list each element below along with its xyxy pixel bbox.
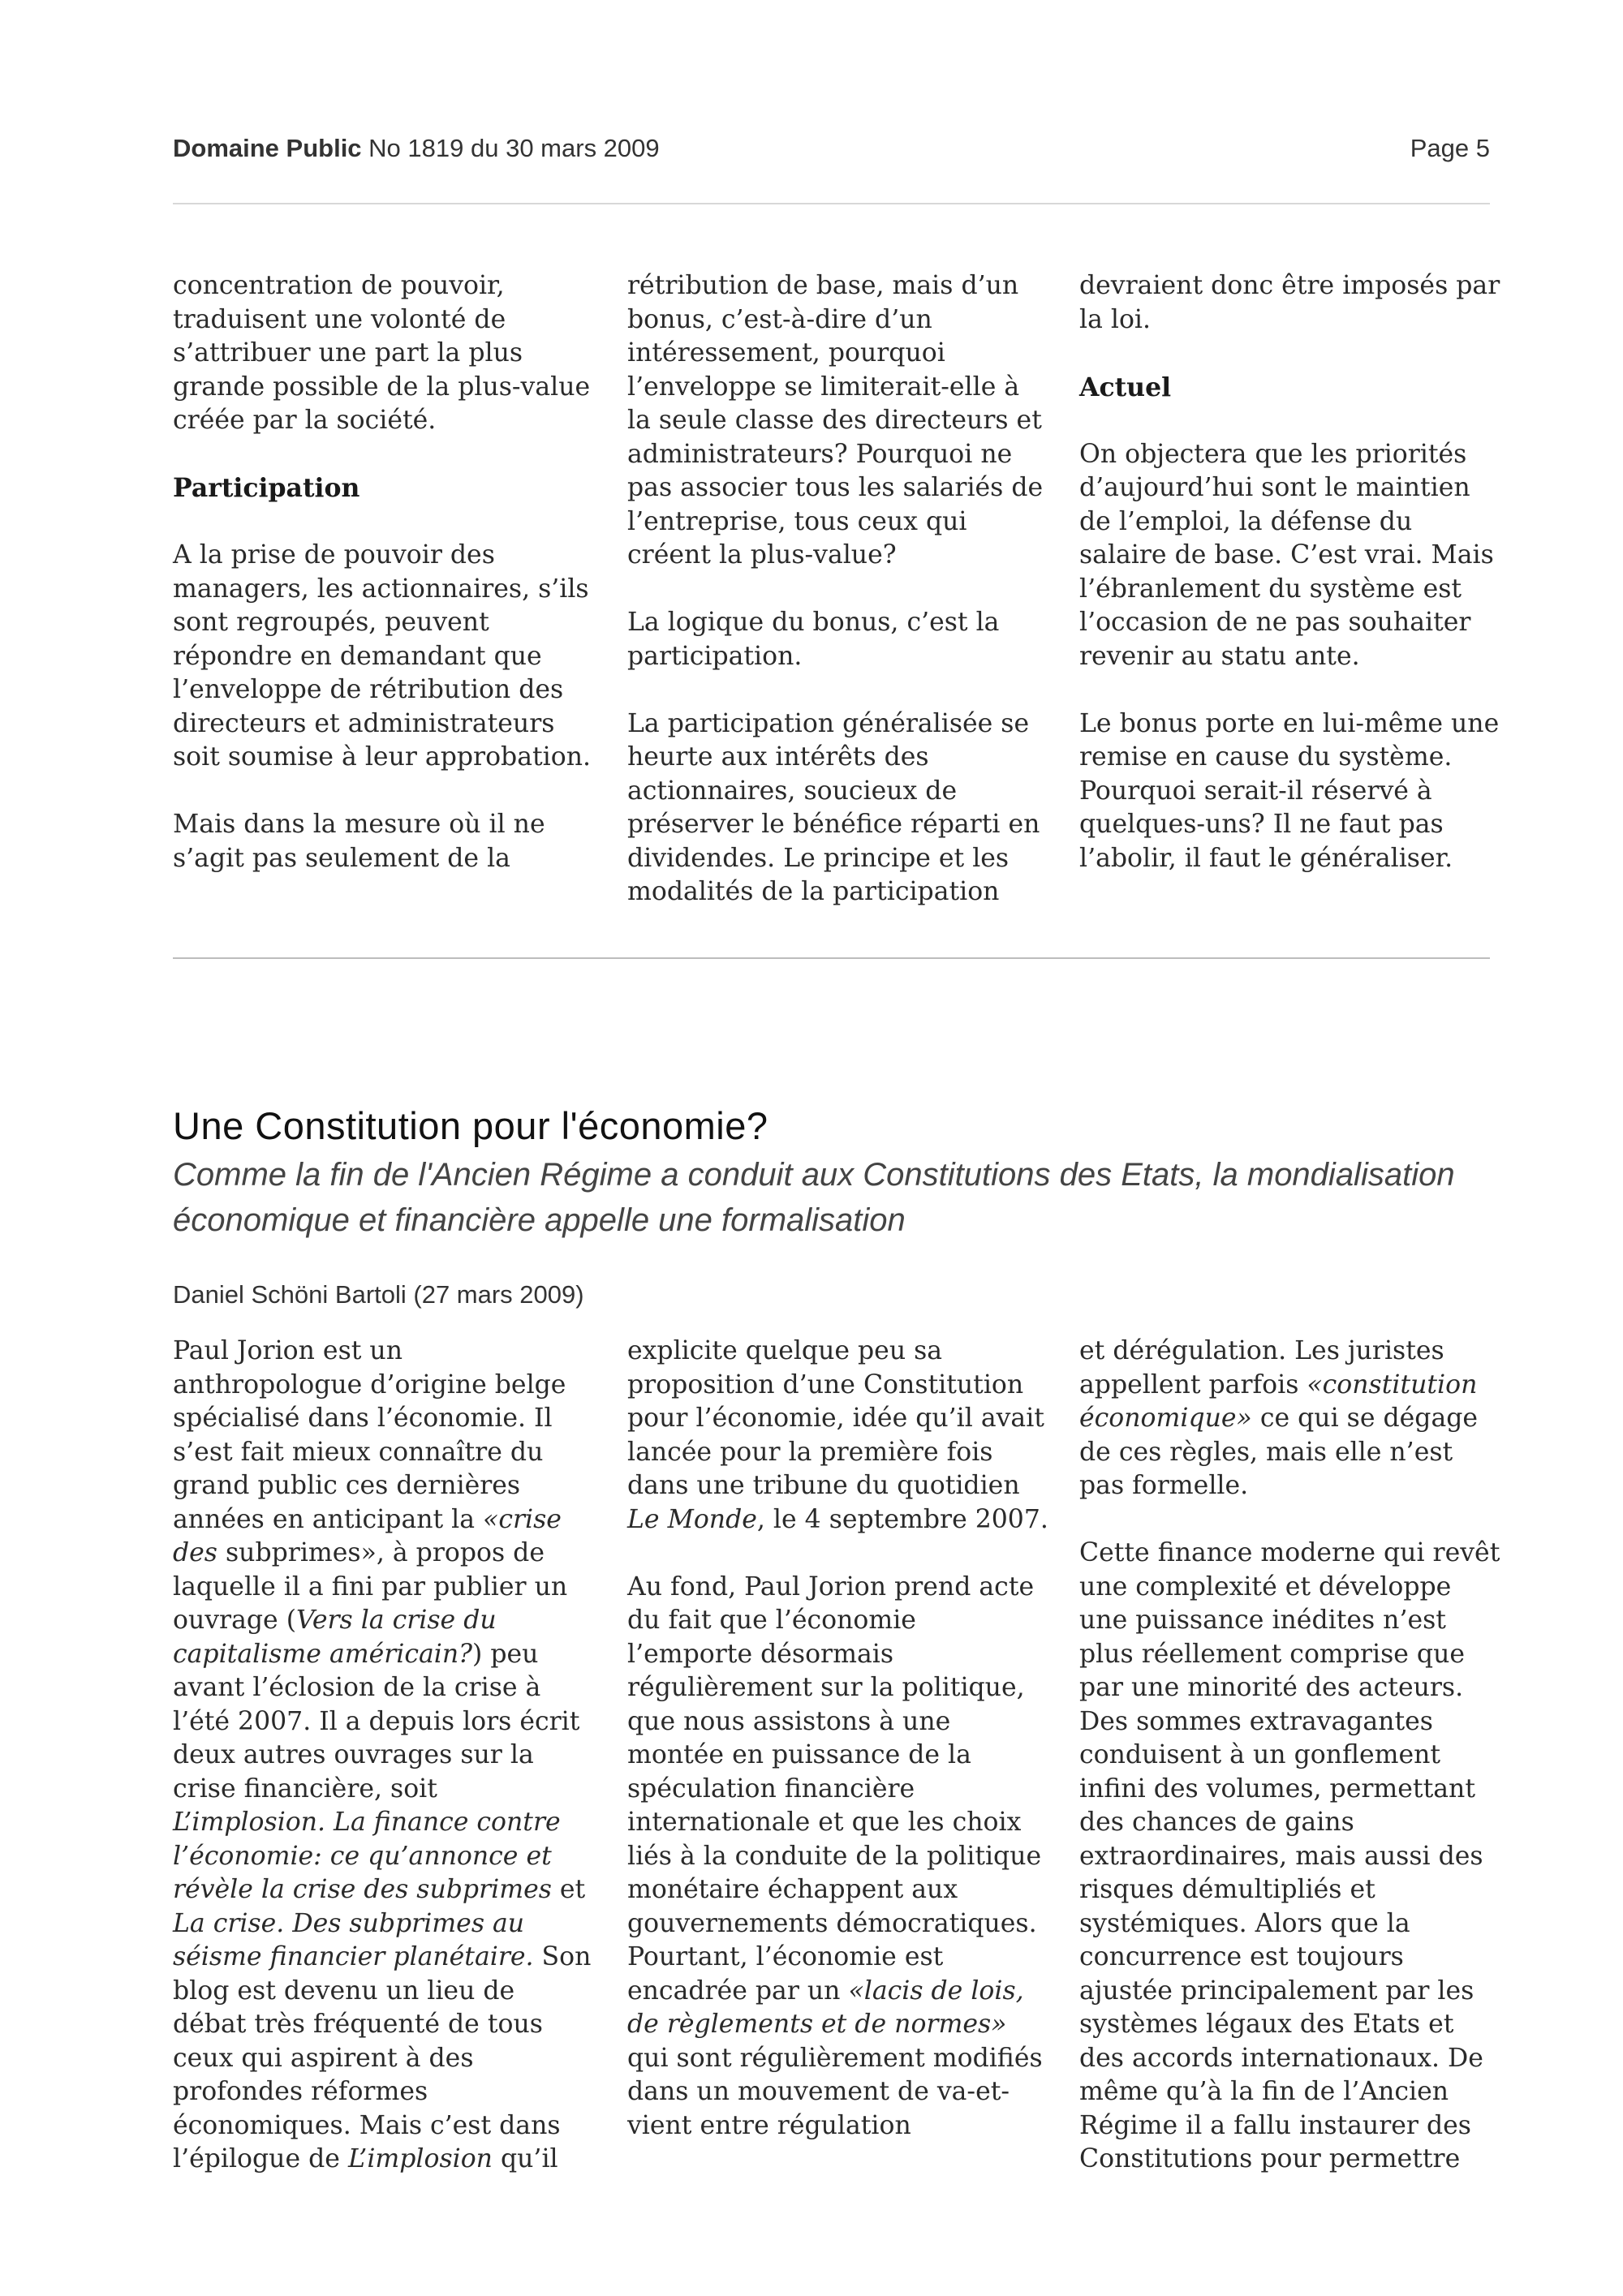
text-run: explicite quelque peu sa proposition d’une Constitution pour l’économie, idée qu’il avait lancée pour la première fois dans une tribune du quotidien <box>627 1336 1044 1500</box>
continued-column-2 <box>627 269 1049 909</box>
text-run: Paul Jorion est un anthropologue d’origine belge spécialisé dans l’économie. Il s’est fait mieux connaître du grand public ces dernières années en anticipant la <box>173 1336 566 1534</box>
text-run: , le 4 septembre 2007. <box>756 1504 1048 1534</box>
text-run: qu’il <box>492 2144 558 2173</box>
section-heading: Actuel <box>1079 372 1172 402</box>
text-run: ce qui se dégage de ces règles, mais elle n’est pas formelle. <box>1079 1404 1479 1500</box>
text-run: qui sont régulièrement modifiés dans un mouvement de va-et-vient entre régulation <box>627 2043 1043 2140</box>
paragraph: La logique du bonus, c’est la participation. <box>627 608 1000 671</box>
article-divider <box>173 957 1490 959</box>
article-subtitle: Comme la fin de l'Ancien Régime a conduit aux Constitutions des Etats, la mondialisation économique et financière appelle une formalisation <box>173 1157 1455 1238</box>
paragraph <box>627 1571 1049 2143</box>
article-byline: Daniel Schöni Bartoli (27 mars 2009) <box>173 1280 584 1309</box>
paragraph: Le bonus porte en lui-même une remise en cause du système. Pourquoi serait-il réservé à quelques-uns? Il ne faut pas l’abolir, il faut le généraliser. <box>1079 708 1500 873</box>
italic-run: Le Monde <box>627 1504 757 1534</box>
header-divider <box>173 203 1490 204</box>
article-column-1 <box>173 1335 595 2177</box>
paragraph <box>1079 1537 1501 2177</box>
issue-info: No 1819 du 30 mars 2009 <box>368 134 660 162</box>
text-run: ) peu avant l’éclosion de la crise à l’été 2007. Il a depuis lors écrit deux autres ouvrages sur la crise financière, soit <box>173 1639 580 1804</box>
text-run: Cette finance moderne qui revêt une complexité et développe une puissance inédites n’est plus réellement comprise que par une minorité des acteurs. Des sommes extravagantes conduisent à un gonflement infini des volumes, permettant des chances de gains extraordinaires, mais aussi des risques démultipliés et systémiques. Alors que la concurrence est toujours ajustée principalement par les systèmes légaux des Etats et des accords internationaux. De même qu’à la fin de l’Ancien Régime il a fallu instaurer des Constitutions pour permettre <box>1079 1538 1500 2173</box>
paragraph: concentration de pouvoir, traduisent une volonté de s’attribuer une part la plus grande possible de la plus-value créée par la société. <box>173 271 591 435</box>
italic-run: L’implosion <box>347 2144 493 2173</box>
italic-run: «lacis de lois, de règlements et de normes» <box>627 1976 1024 2039</box>
italic-run: Vers la crise du capitalisme américain? <box>173 1606 497 1669</box>
text-run: et dérégulation. Les juristes appellent parfois <box>1079 1336 1444 1400</box>
paragraph: On objectera que les priorités d’aujourd’hui sont le maintien de l’emploi, la défense du salaire de base. C’est vrai. Mais l’ébranlement du système est l’occasion de ne pas souhaiter revenir au statu ante. <box>1079 439 1494 671</box>
paragraph: devraient donc être imposés par la loi. <box>1079 271 1500 334</box>
paragraph: A la prise de pouvoir des managers, les actionnaires, s’ils sont regroupés, peuvent répondre en demandant que l’enveloppe de rétribution des directeurs et administrateurs soit soumise à leur approbation. <box>173 540 591 772</box>
paragraph: Mais dans la mesure où il ne s’agit pas seulement de la <box>173 810 545 873</box>
publication-line <box>173 134 660 162</box>
text-run: Au fond, Paul Jorion prend acte du fait que l’économie l’emporte désormais régulièrement sur la politique, que nous assistons à une montée en puissance de la spéculation financière internationale et que les choix liés à la conduite de la politique monétaire échappent aux gouvernements démocratiques. Pourtant, l’économie est encadrée par un <box>627 1572 1042 2006</box>
text-run: et <box>551 1875 586 1904</box>
italic-run: «constitution économique» <box>1079 1369 1478 1433</box>
paragraph: La participation généralisée se heurte aux intérêts des actionnaires, soucieux de préserver le bénéfice réparti en dividendes. Le principe et les modalités de la participation <box>627 708 1040 906</box>
section-heading: Participation <box>173 473 360 503</box>
italic-run: L’implosion. La finance contre l’économie: ce qu’annonce et révèle la crise des subprimes <box>173 1808 561 1904</box>
page-header <box>173 134 1490 166</box>
article-title: Une Constitution pour l'économie? <box>173 1104 768 1147</box>
article-column-3 <box>1079 1335 1501 2177</box>
continued-column-3 <box>1079 269 1501 875</box>
continued-column-1 <box>173 269 595 875</box>
publication-name: Domaine Public <box>173 134 362 162</box>
italic-run: La crise. Des subprimes au séisme financier planétaire. <box>173 1908 534 1971</box>
article-column-2 <box>627 1335 1049 2143</box>
text-run: subprimes», à propos de laquelle il a fini par publier un ouvrage ( <box>173 1538 568 1635</box>
italic-run: «crise des <box>173 1504 562 1567</box>
paragraph <box>1079 1335 1501 1503</box>
paragraph <box>173 1335 595 2177</box>
paragraph: rétribution de base, mais d’un bonus, c’est-à-dire d’un intéressement, pourquoi l’enveloppe se limiterait-elle à la seule classe des directeurs et administrateurs? Pourquoi ne pas associer tous les salariés de l’entreprise, tous ceux qui créent la plus-value? <box>627 271 1044 570</box>
paragraph <box>627 1335 1049 1537</box>
page-number: Page 5 <box>1410 134 1490 162</box>
text-run: Son blog est devenu un lieu de débat très fréquenté de tous ceux qui aspirent à des profondes réformes économiques. Mais c’est dans l’épilogue de <box>173 1942 592 2173</box>
